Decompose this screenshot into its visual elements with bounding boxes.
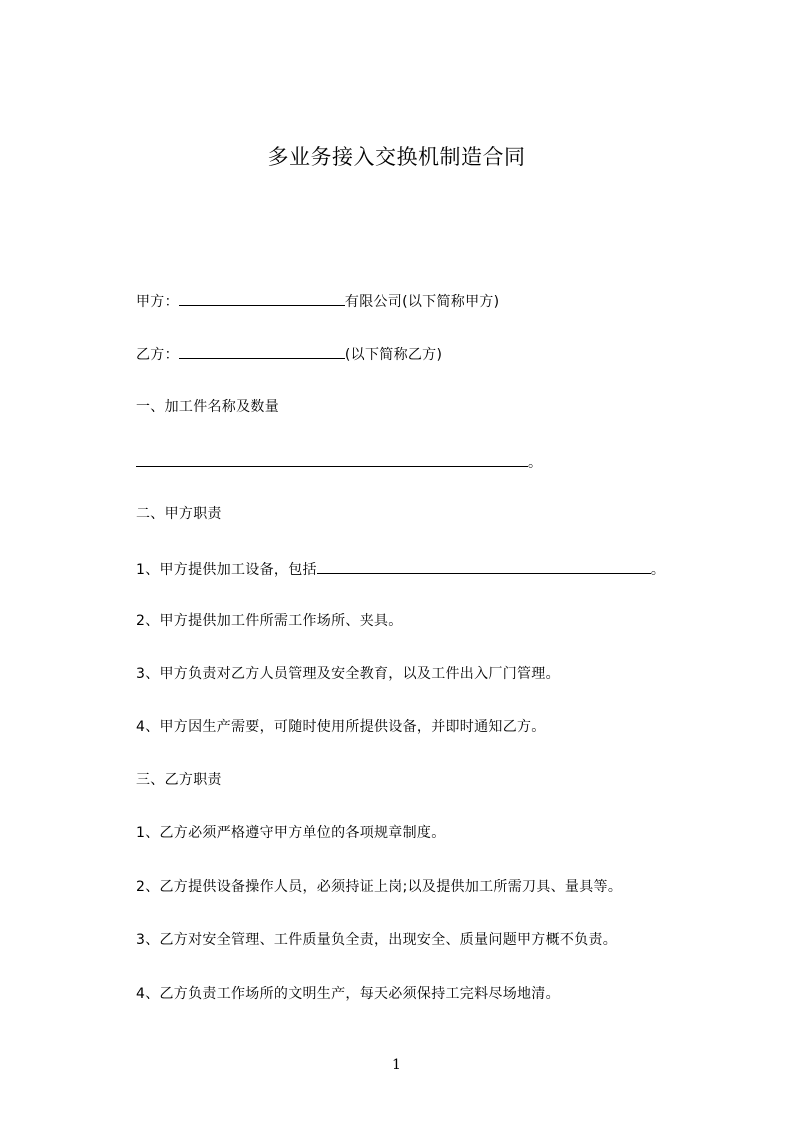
section2-heading: 二、甲方职责 bbox=[136, 506, 222, 522]
section2-item1-blank[interactable] bbox=[317, 557, 651, 574]
party-b-blank[interactable] bbox=[179, 342, 345, 359]
section2-item2: 2、甲方提供加工件所需工作场所、夹具。 bbox=[136, 613, 403, 629]
party-a-suffix: 有限公司(以下简称甲方) bbox=[344, 294, 500, 310]
section2-item1-prefix: 1、甲方提供加工设备，包括 bbox=[136, 562, 317, 578]
section3-item2: 2、乙方提供设备操作人员，必须持证上岗;以及提供加工所需刀具、量具等。 bbox=[136, 879, 623, 895]
section3-item1: 1、乙方必须严格遵守甲方单位的各项规章制度。 bbox=[136, 825, 446, 841]
section1-blank-line bbox=[136, 450, 542, 474]
section1-end-mark: 。 bbox=[528, 455, 543, 471]
party-a-label: 甲方： bbox=[136, 294, 179, 310]
section1-blank[interactable] bbox=[136, 450, 528, 467]
party-b-label: 乙方： bbox=[136, 347, 179, 363]
section1-heading: 一、加工件名称及数量 bbox=[136, 399, 279, 415]
party-a-blank[interactable] bbox=[179, 289, 345, 306]
section2-item3: 3、甲方负责对乙方人员管理及安全教育，以及工件出入厂门管理。 bbox=[136, 666, 560, 682]
section3-item4: 4、乙方负责工作场所的文明生产，每天必须保持工完料尽场地清。 bbox=[136, 986, 560, 1002]
section3-item3: 3、乙方对安全管理、工件质量负全责，出现安全、质量问题甲方概不负责。 bbox=[136, 932, 618, 948]
page-number: 1 bbox=[392, 1057, 401, 1073]
section3-heading: 三、乙方职责 bbox=[136, 772, 222, 788]
party-b-line bbox=[136, 342, 442, 366]
section2-item4: 4、甲方因生产需要，可随时使用所提供设备，并即时通知乙方。 bbox=[136, 719, 546, 735]
party-a-line bbox=[136, 289, 499, 313]
section2-item1-suffix: 。 bbox=[650, 562, 666, 578]
party-b-suffix: (以下简称乙方) bbox=[344, 347, 443, 363]
section2-item1 bbox=[136, 557, 665, 581]
document-title: 多业务接入交换机制造合同 bbox=[267, 145, 526, 169]
